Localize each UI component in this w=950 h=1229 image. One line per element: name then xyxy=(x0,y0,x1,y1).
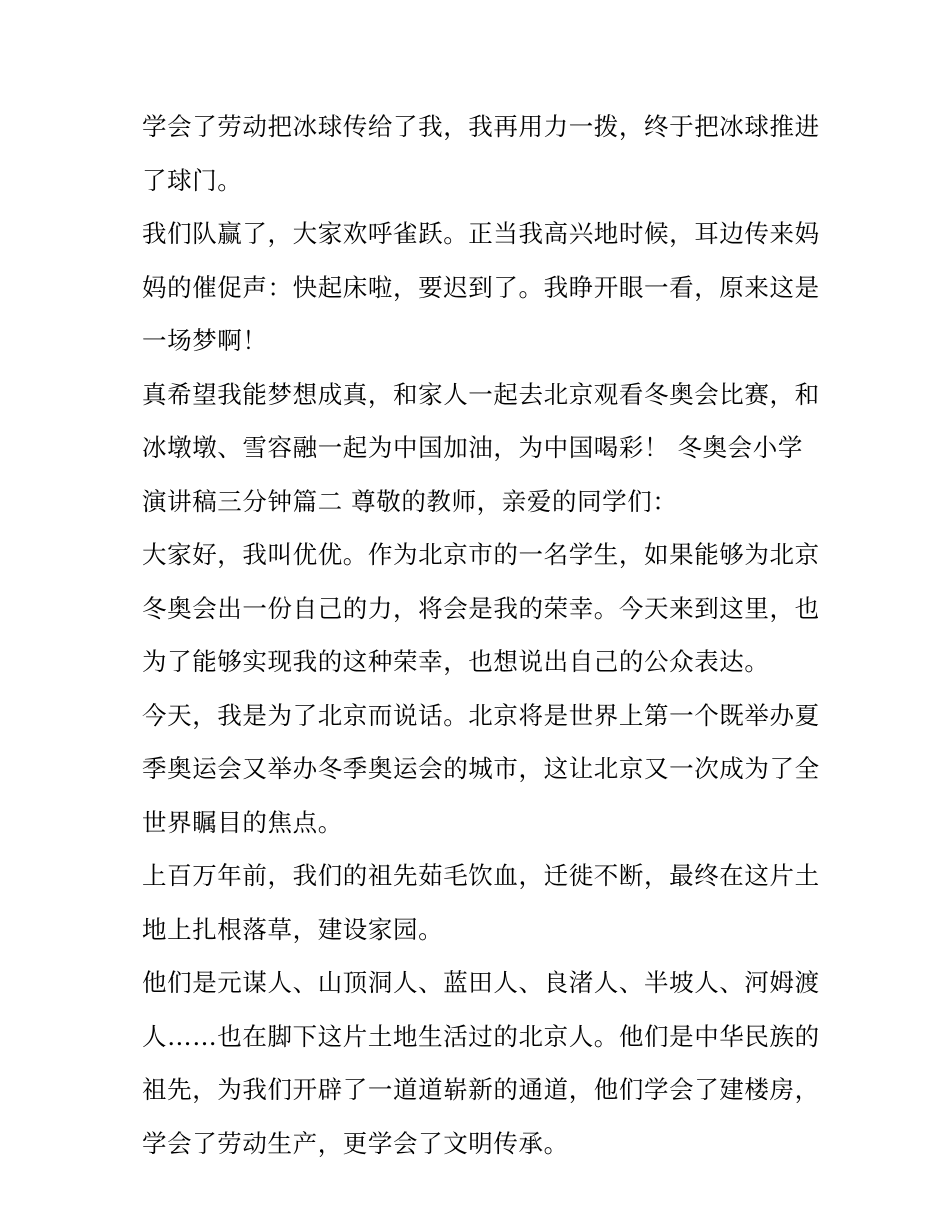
text-line: 冰墩墩、雪容融一起为中国加油，为中国喝彩！ 冬奥会小学 xyxy=(142,433,803,462)
text-line: 世界瞩目的焦点。 xyxy=(142,807,343,837)
text-line: 人……也在脚下这片土地生活过的北京人。他们是中华民族的 xyxy=(142,1021,820,1051)
text-line: 妈的催促声：快起床啦，要迟到了。我睁开眼一看，原来这是 xyxy=(142,272,820,302)
text-line: 学会了劳动把冰球传给了我，我再用力一拨，终于把冰球推进 xyxy=(142,112,820,141)
text-line: 地上扎根落草，建设家园。 xyxy=(142,914,444,944)
text-line: 学会了劳动生产，更学会了文明传承。 xyxy=(142,1128,569,1158)
text-line: 季奥运会又举办冬季奥运会的城市，这让北京又一次成为了全 xyxy=(142,754,820,783)
text-line: 真希望我能梦想成真，和家人一起去北京观看冬奥会比赛，和 xyxy=(142,379,820,409)
text-line: 为了能够实现我的这种荣幸，也想说出自己的公众表达。 xyxy=(142,647,770,676)
text-line: 今天，我是为了北京而说话。北京将是世界上第一个既举办夏 xyxy=(142,700,820,730)
text-line: 祖先，为我们开辟了一道道崭新的通道，他们学会了建楼房， xyxy=(142,1075,820,1104)
text-line: 他们是元谋人、山顶洞人、蓝田人、良渚人、半坡人、河姆渡 xyxy=(142,968,820,997)
text-line: 一场梦啊！ xyxy=(142,326,268,355)
text-line: 上百万年前，我们的祖先茹毛饮血，迁徙不断，最终在这片土 xyxy=(142,861,820,890)
text-line: 冬奥会出一份自己的力，将会是我的荣幸。今天来到这里，也 xyxy=(142,593,820,623)
document-body xyxy=(142,100,822,1170)
text-line: 大家好，我叫优优。作为北京市的一名学生，如果能够为北京 xyxy=(142,540,820,569)
text-line: 了球门。 xyxy=(142,165,243,195)
text-line: 演讲稿三分钟篇二 尊敬的教师，亲爱的同学们： xyxy=(142,486,678,516)
text-line: 我们队赢了，大家欢呼雀跃。正当我高兴地时候，耳边传来妈 xyxy=(142,219,820,248)
